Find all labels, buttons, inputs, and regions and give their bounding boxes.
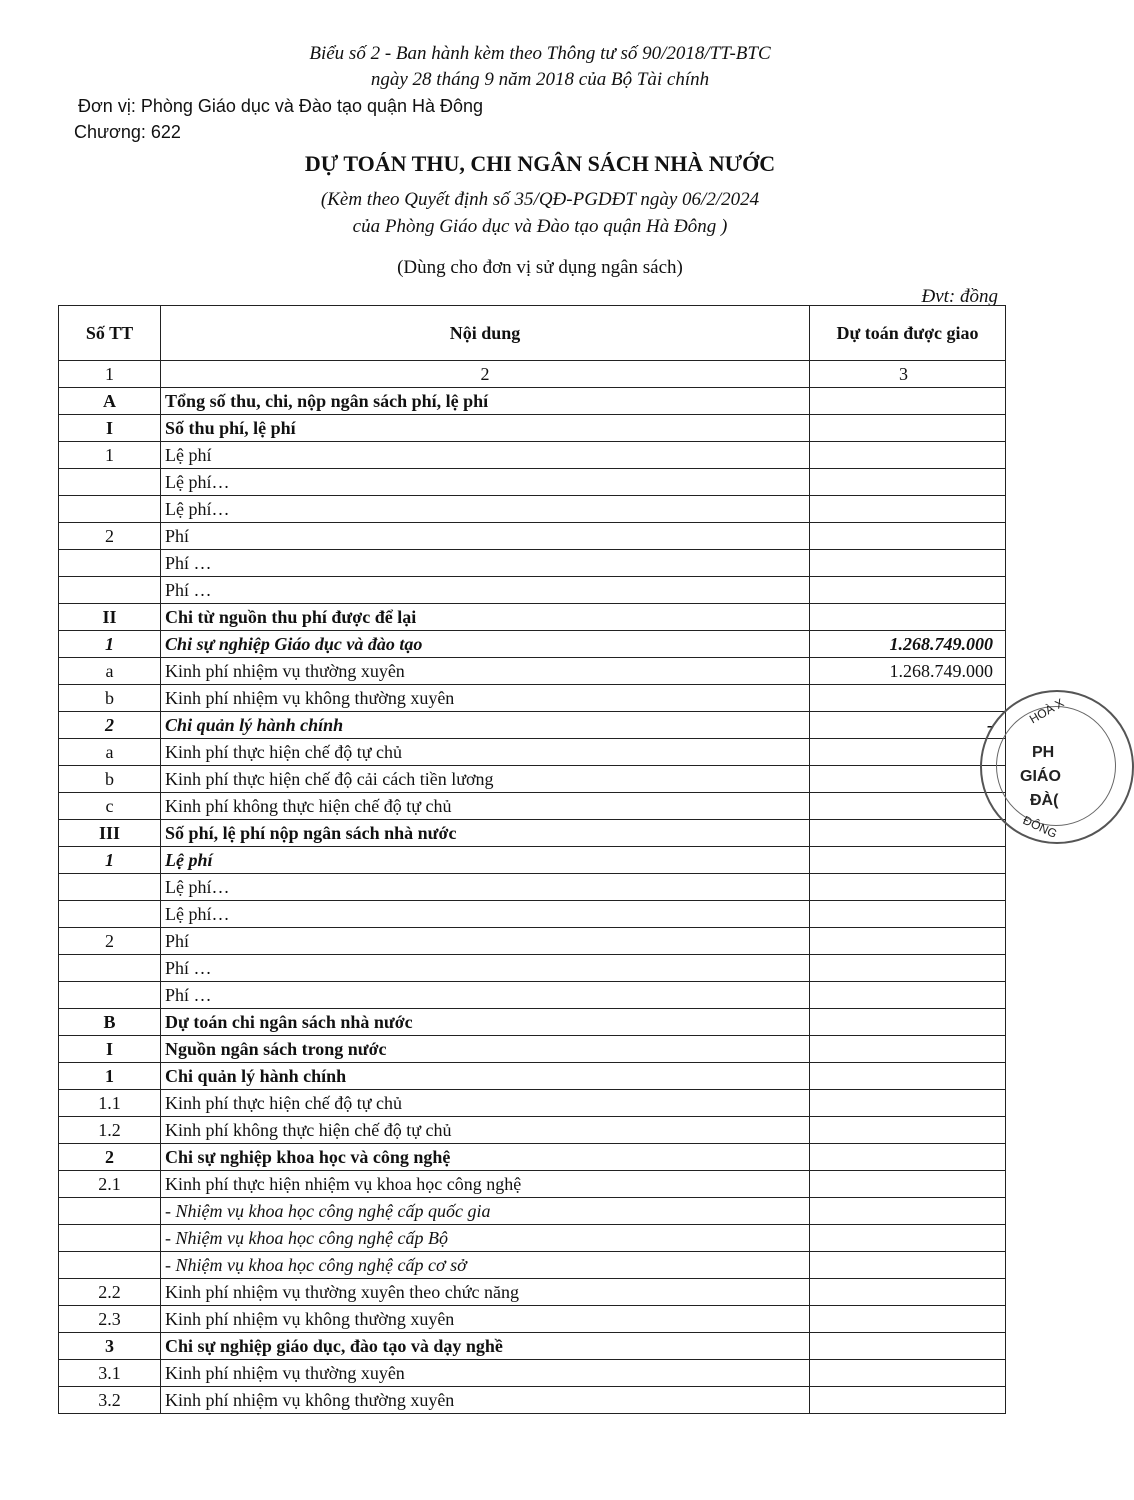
row-amount [810, 1036, 1006, 1063]
table-row [59, 415, 1006, 442]
row-content: Kinh phí thực hiện nhiệm vụ khoa học công nghệ [161, 1171, 810, 1198]
row-content: Chi sự nghiệp giáo dục, đào tạo và dạy nghề [161, 1333, 810, 1360]
row-number: 3.2 [59, 1387, 161, 1414]
currency-unit: Đvt: đồng [921, 286, 998, 307]
table-row [59, 442, 1006, 469]
row-content: - Nhiệm vụ khoa học công nghệ cấp quốc gia [161, 1198, 810, 1225]
row-number: 1 [59, 442, 161, 469]
row-content: Kinh phí nhiệm vụ không thường xuyên [161, 1306, 810, 1333]
row-amount [810, 577, 1006, 604]
row-amount [810, 1117, 1006, 1144]
table-row [59, 550, 1006, 577]
row-number: B [59, 1009, 161, 1036]
row-content: Phí … [161, 955, 810, 982]
row-amount [810, 496, 1006, 523]
row-content: Kinh phí không thực hiện chế độ tự chủ [161, 1117, 810, 1144]
row-amount [810, 550, 1006, 577]
table-row [59, 1090, 1006, 1117]
table-row [59, 1252, 1006, 1279]
row-amount [810, 604, 1006, 631]
row-content: Số phí, lệ phí nộp ngân sách nhà nước [161, 820, 810, 847]
row-amount [810, 955, 1006, 982]
usage-note: (Dùng cho đơn vị sử dụng ngân sách) [397, 257, 683, 278]
row-content: Chi quản lý hành chính [161, 712, 810, 739]
table-header-row [59, 306, 1006, 361]
row-amount [810, 928, 1006, 955]
row-amount [810, 415, 1006, 442]
row-content: - Nhiệm vụ khoa học công nghệ cấp Bộ [161, 1225, 810, 1252]
index-col-3: 3 [810, 361, 1006, 388]
row-amount [810, 1225, 1006, 1252]
row-content: Kinh phí nhiệm vụ không thường xuyên [161, 685, 810, 712]
row-number [59, 1252, 161, 1279]
row-number: 3.1 [59, 1360, 161, 1387]
table-row [59, 1171, 1006, 1198]
chapter-code: Chương: 622 [74, 122, 181, 142]
row-number: 1.2 [59, 1117, 161, 1144]
table-row [59, 1063, 1006, 1090]
row-number [59, 1198, 161, 1225]
row-number: b [59, 766, 161, 793]
row-amount [810, 1306, 1006, 1333]
row-content: Chi từ nguồn thu phí được để lại [161, 604, 810, 631]
header-col-content: Nội dung [161, 306, 810, 361]
row-content: Lệ phí… [161, 901, 810, 928]
row-number: a [59, 739, 161, 766]
table-index-row [59, 361, 1006, 388]
row-amount: 1.268.749.000 [810, 631, 1006, 658]
row-number: 2 [59, 523, 161, 550]
row-amount [810, 982, 1006, 1009]
row-number: III [59, 820, 161, 847]
index-col-2: 2 [161, 361, 810, 388]
stamp-text-2: GIÁO [1020, 768, 1061, 785]
table-row [59, 955, 1006, 982]
row-amount [810, 1360, 1006, 1387]
row-number [59, 577, 161, 604]
row-content: Kinh phí thực hiện chế độ cải cách tiền lương [161, 766, 810, 793]
row-amount [810, 523, 1006, 550]
budget-table-body [59, 306, 1006, 1414]
row-amount [810, 1144, 1006, 1171]
table-row [59, 685, 1006, 712]
table-row [59, 1279, 1006, 1306]
table-row [59, 388, 1006, 415]
row-number: 2 [59, 928, 161, 955]
row-number: I [59, 415, 161, 442]
row-content: Phí … [161, 982, 810, 1009]
row-content: - Nhiệm vụ khoa học công nghệ cấp cơ sở [161, 1252, 810, 1279]
decision-reference-line2: của Phòng Giáo dục và Đào tạo quận Hà Đông ) [352, 216, 728, 237]
row-number [59, 955, 161, 982]
row-content: Chi quản lý hành chính [161, 1063, 810, 1090]
row-content: Lệ phí… [161, 469, 810, 496]
row-number: 3 [59, 1333, 161, 1360]
row-amount [810, 901, 1006, 928]
table-row [59, 523, 1006, 550]
table-row [59, 739, 1006, 766]
row-content: Số thu phí, lệ phí [161, 415, 810, 442]
row-amount: 1.268.749.000 [810, 658, 1006, 685]
row-amount [810, 1333, 1006, 1360]
row-amount [810, 739, 1006, 766]
row-amount [810, 442, 1006, 469]
row-amount [810, 793, 1006, 820]
row-amount [810, 388, 1006, 415]
table-row [59, 1198, 1006, 1225]
row-content: Nguồn ngân sách trong nước [161, 1036, 810, 1063]
row-number: 2 [59, 1144, 161, 1171]
row-number: 2.2 [59, 1279, 161, 1306]
official-stamp [980, 690, 1134, 844]
row-number [59, 469, 161, 496]
row-content: Kinh phí thực hiện chế độ tự chủ [161, 1090, 810, 1117]
row-number: 1 [59, 1063, 161, 1090]
document-title: DỰ TOÁN THU, CHI NGÂN SÁCH NHÀ NƯỚC [304, 151, 776, 176]
row-number: b [59, 685, 161, 712]
row-content: Phí … [161, 550, 810, 577]
row-amount [810, 1009, 1006, 1036]
row-amount [810, 847, 1006, 874]
row-amount [810, 1279, 1006, 1306]
row-number [59, 982, 161, 1009]
table-row [59, 496, 1006, 523]
row-number [59, 496, 161, 523]
row-number: 1.1 [59, 1090, 161, 1117]
row-number: II [59, 604, 161, 631]
row-amount [810, 766, 1006, 793]
row-content: Chi sự nghiệp Giáo dục và đào tạo [161, 631, 810, 658]
index-col-1: 1 [59, 361, 161, 388]
row-number: 2.3 [59, 1306, 161, 1333]
row-amount [810, 469, 1006, 496]
row-amount [810, 1252, 1006, 1279]
row-content: Dự toán chi ngân sách nhà nước [161, 1009, 810, 1036]
table-row [59, 469, 1006, 496]
row-amount [810, 685, 1006, 712]
row-amount [810, 1171, 1006, 1198]
row-content: Phí … [161, 577, 810, 604]
table-row [59, 631, 1006, 658]
row-content: Kinh phí nhiệm vụ không thường xuyên [161, 1387, 810, 1414]
table-row [59, 766, 1006, 793]
table-row [59, 820, 1006, 847]
table-row [59, 712, 1006, 739]
table-row [59, 1036, 1006, 1063]
row-content: Lệ phí [161, 442, 810, 469]
unit-name: Đơn vị: Phòng Giáo dục và Đào tạo quận Hà Đông [78, 96, 484, 116]
table-row [59, 874, 1006, 901]
row-amount [810, 1063, 1006, 1090]
table-row [59, 1225, 1006, 1252]
table-row [59, 901, 1006, 928]
row-content: Lệ phí… [161, 874, 810, 901]
row-content: Kinh phí không thực hiện chế độ tự chủ [161, 793, 810, 820]
header-col-amount: Dự toán được giao [810, 306, 1006, 361]
row-amount: - [810, 712, 1006, 739]
row-number: 1 [59, 847, 161, 874]
row-number: c [59, 793, 161, 820]
stamp-text-1: PH [1032, 744, 1055, 761]
row-content: Phí [161, 523, 810, 550]
row-amount [810, 820, 1006, 847]
row-number: a [59, 658, 161, 685]
row-number: A [59, 388, 161, 415]
row-number [59, 1225, 161, 1252]
row-amount [810, 1090, 1006, 1117]
row-number: I [59, 1036, 161, 1063]
row-number: 2.1 [59, 1171, 161, 1198]
header-col-stt: Số TT [59, 306, 161, 361]
stamp-ring-bottom: ĐÔNG [1020, 813, 1060, 841]
table-row [59, 658, 1006, 685]
row-content: Lệ phí… [161, 496, 810, 523]
row-content: Lệ phí [161, 847, 810, 874]
row-content: Phí [161, 928, 810, 955]
row-content: Kinh phí nhiệm vụ thường xuyên [161, 1360, 810, 1387]
row-amount [810, 1387, 1006, 1414]
row-number: 1 [59, 631, 161, 658]
row-content: Chi sự nghiệp khoa học và công nghệ [161, 1144, 810, 1171]
table-row [59, 982, 1006, 1009]
table-row [59, 1360, 1006, 1387]
table-row [59, 928, 1006, 955]
table-row [59, 1387, 1006, 1414]
form-note-line2: ngày 28 tháng 9 năm 2018 của Bộ Tài chính [370, 69, 710, 90]
stamp-text-3: ĐÀ( [1030, 792, 1059, 809]
row-amount [810, 874, 1006, 901]
row-content: Tổng số thu, chi, nộp ngân sách phí, lệ phí [161, 388, 810, 415]
table-row [59, 577, 1006, 604]
row-content: Kinh phí nhiệm vụ thường xuyên [161, 658, 810, 685]
table-row [59, 604, 1006, 631]
table-row [59, 1333, 1006, 1360]
table-row [59, 1306, 1006, 1333]
stamp-ring-top: HOÀ X [1027, 695, 1067, 727]
row-content: Kinh phí nhiệm vụ thường xuyên theo chức năng [161, 1279, 810, 1306]
table-row [59, 1144, 1006, 1171]
row-amount [810, 1198, 1006, 1225]
row-number [59, 550, 161, 577]
table-row [59, 1117, 1006, 1144]
table-row [59, 793, 1006, 820]
decision-reference-line1: (Kèm theo Quyết định số 35/QĐ-PGDĐT ngày 06/2/2024 [320, 189, 760, 210]
row-number [59, 874, 161, 901]
table-row [59, 847, 1006, 874]
row-number: 2 [59, 712, 161, 739]
row-content: Kinh phí thực hiện chế độ tự chủ [161, 739, 810, 766]
row-number [59, 901, 161, 928]
table-row [59, 1009, 1006, 1036]
form-note-line1: Biểu số 2 - Ban hành kèm theo Thông tư số 90/2018/TT-BTC [309, 43, 771, 64]
budget-table [58, 305, 1006, 1414]
